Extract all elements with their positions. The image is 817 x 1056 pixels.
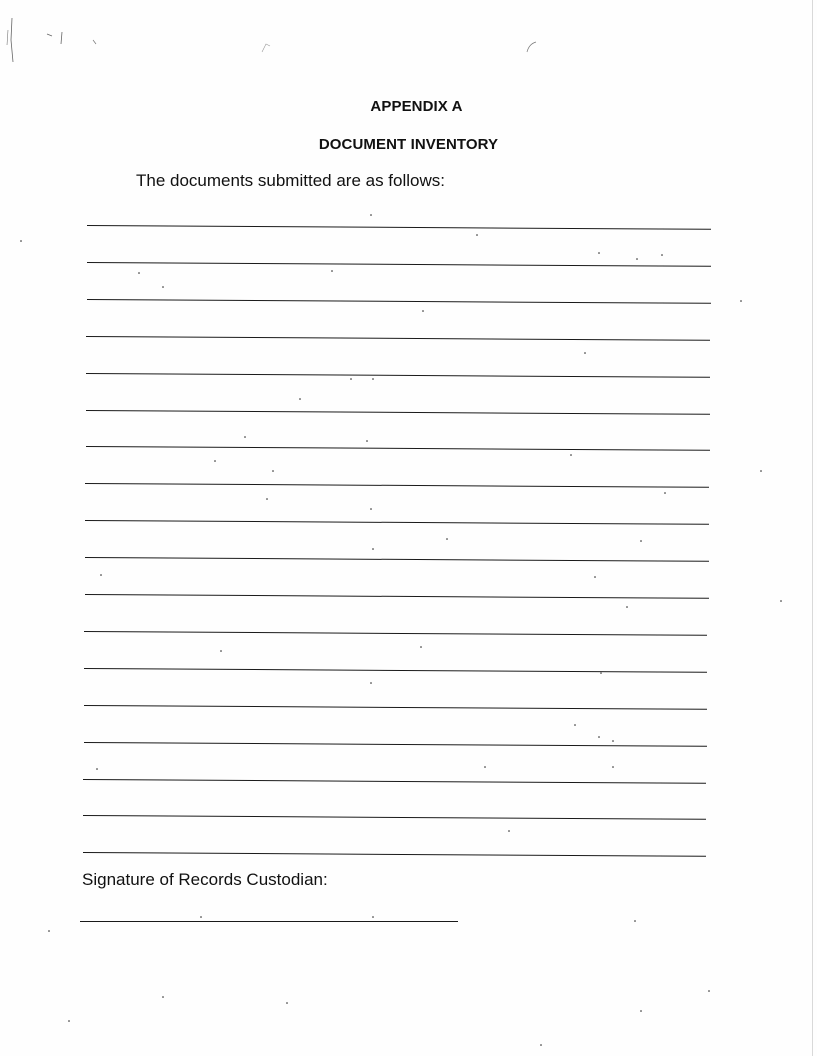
scan-speck	[366, 440, 368, 442]
scan-speck	[48, 930, 50, 932]
scan-speck	[138, 272, 140, 274]
scan-speck	[244, 436, 246, 438]
entry-line[interactable]	[85, 520, 709, 525]
scan-speck	[612, 766, 614, 768]
scan-speck	[266, 498, 268, 500]
scan-speck	[476, 234, 478, 236]
intro-text: The documents submitted are as follows:	[136, 171, 445, 190]
scan-speck	[484, 766, 486, 768]
entry-line[interactable]	[83, 852, 706, 857]
scan-speck	[664, 492, 666, 494]
scan-speck	[372, 916, 374, 918]
scan-speck	[350, 378, 352, 380]
scan-speck	[540, 1044, 542, 1046]
scan-speck	[162, 996, 164, 998]
scan-speck	[299, 398, 301, 400]
scan-marks	[0, 0, 817, 100]
entry-line[interactable]	[86, 410, 710, 415]
scan-speck	[200, 916, 202, 918]
scan-speck	[96, 768, 98, 770]
entry-line[interactable]	[84, 594, 707, 599]
scan-speck	[612, 740, 614, 742]
scan-speck	[636, 258, 638, 260]
entry-line[interactable]	[87, 225, 711, 230]
scan-speck	[420, 646, 422, 648]
scan-speck	[598, 252, 600, 254]
scan-speck	[508, 830, 510, 832]
scan-speck	[760, 470, 762, 472]
entry-line[interactable]	[85, 446, 709, 451]
scan-speck	[68, 1020, 70, 1022]
scan-speck	[740, 300, 742, 302]
scan-speck	[570, 454, 572, 456]
entry-line[interactable]	[85, 483, 709, 488]
entry-line[interactable]	[86, 336, 710, 341]
scan-speck	[594, 576, 596, 578]
entry-line[interactable]	[83, 779, 706, 784]
scan-speck	[220, 650, 222, 652]
entry-line[interactable]	[86, 299, 710, 304]
scan-speck	[372, 378, 374, 380]
scan-speck	[446, 538, 448, 540]
scan-speck	[20, 240, 22, 242]
scan-speck	[331, 270, 333, 272]
signature-label: Signature of Records Custodian:	[82, 870, 328, 889]
entry-line[interactable]	[87, 262, 711, 267]
scan-speck	[584, 352, 586, 354]
entry-line[interactable]	[84, 705, 707, 710]
scan-speck	[574, 724, 576, 726]
scan-speck	[661, 254, 663, 256]
scan-speck	[162, 286, 164, 288]
scan-speck	[272, 470, 274, 472]
scan-speck	[422, 310, 424, 312]
scan-speck	[634, 920, 636, 922]
scan-speck	[214, 460, 216, 462]
scan-speck	[372, 548, 374, 550]
entry-line[interactable]	[84, 668, 707, 673]
scan-speck	[640, 540, 642, 542]
entry-line[interactable]	[85, 557, 709, 562]
scan-speck	[640, 1010, 642, 1012]
signature-line[interactable]	[80, 921, 458, 922]
scan-speck	[370, 508, 372, 510]
scan-speck	[370, 214, 372, 216]
scan-speck	[100, 574, 102, 576]
appendix-heading: APPENDIX A	[370, 98, 463, 115]
scan-speck	[598, 736, 600, 738]
entry-line[interactable]	[84, 631, 707, 636]
scan-speck	[370, 682, 372, 684]
scan-speck	[626, 606, 628, 608]
scan-speck	[780, 600, 782, 602]
entry-line[interactable]	[83, 815, 706, 820]
scan-speck	[600, 672, 602, 674]
page-edge	[812, 0, 813, 1056]
entry-line[interactable]	[86, 373, 710, 378]
scan-speck	[708, 990, 710, 992]
entry-line[interactable]	[83, 742, 706, 747]
document-inventory-heading: DOCUMENT INVENTORY	[318, 136, 499, 153]
scan-speck	[286, 1002, 288, 1004]
